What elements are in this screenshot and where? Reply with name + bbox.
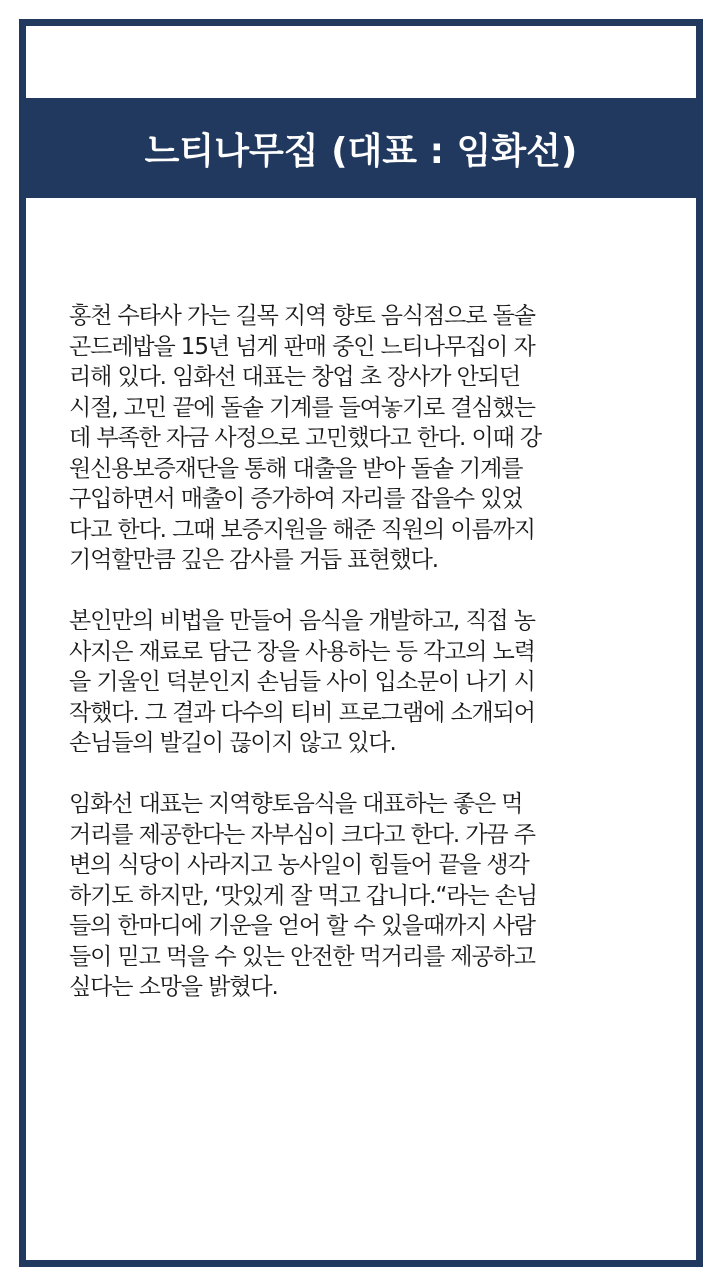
text-line: 리해 있다. 임화선 대표는 창업 초 장사가 안되던: [69, 364, 520, 390]
text-line: 변의 식당이 사라지고 농사일이 힘들어 끝을 생각: [69, 852, 529, 878]
paragraph-2: [69, 606, 659, 759]
text-line: 싶다는 소망을 밝혔다.: [69, 974, 278, 1000]
text-line: 곤드레밥을 15년 넘게 판매 중인 느티나무집이 자: [69, 333, 535, 360]
text-line: 들의 한마디에 기운을 얻어 할 수 있을때까지 사람: [69, 913, 535, 939]
title-bar: [26, 98, 696, 198]
text-line: 작했다. 그 결과 다수의 티비 프로그램에 소개되어: [69, 699, 535, 726]
article-body: [69, 301, 659, 1033]
text-line: 거리를 제공한다는 자부심이 크다고 한다. 가끔 주: [69, 821, 535, 848]
text-line: 손님들의 발길이 끊이지 않고 있다.: [69, 730, 396, 756]
text-line: 데 부족한 자금 사정으로 고민했다고 한다. 이때 강: [69, 425, 542, 451]
card-frame: [19, 19, 703, 1267]
paragraph-1: [69, 301, 659, 576]
text-line: 을 기울인 덕분인지 손님들 사이 입소문이 나기 시: [69, 669, 535, 695]
page-title: 느티나무집 (대표 : 임화선): [144, 130, 578, 172]
text-line: 임화선 대표는 지역향토음식을 대표하는 좋은 먹: [69, 791, 523, 817]
text-line: 다고 한다. 그때 보증지원을 해준 직원의 이름까지: [69, 516, 535, 543]
text-line: 구입하면서 매출이 증가하여 자리를 잡을수 있었: [69, 486, 523, 512]
text-line: 홍천 수타사 가는 길목 지역 향토 음식점으로 돌솥: [69, 303, 535, 329]
text-line: 원신용보증재단을 통해 대출을 받아 돌솥 기계를: [69, 455, 523, 482]
text-line: 시절, 고민 끝에 돌솥 기계를 들여놓기로 결심했는: [69, 394, 535, 421]
text-line: 기억할만큼 깊은 감사를 거듭 표현했다.: [69, 547, 438, 573]
text-line: 들이 믿고 먹을 수 있는 안전한 먹거리를 제공하고: [69, 943, 535, 970]
text-line: 사지은 재료로 담근 장을 사용하는 등 각고의 노력: [69, 638, 535, 665]
text-line: 하기도 하지만, ‘맛있게 잘 먹고 갑니다.“라는 손님: [69, 882, 537, 909]
text-line: 본인만의 비법을 만들어 음식을 개발하고, 직접 농: [69, 608, 535, 634]
paragraph-3: [69, 789, 659, 1003]
